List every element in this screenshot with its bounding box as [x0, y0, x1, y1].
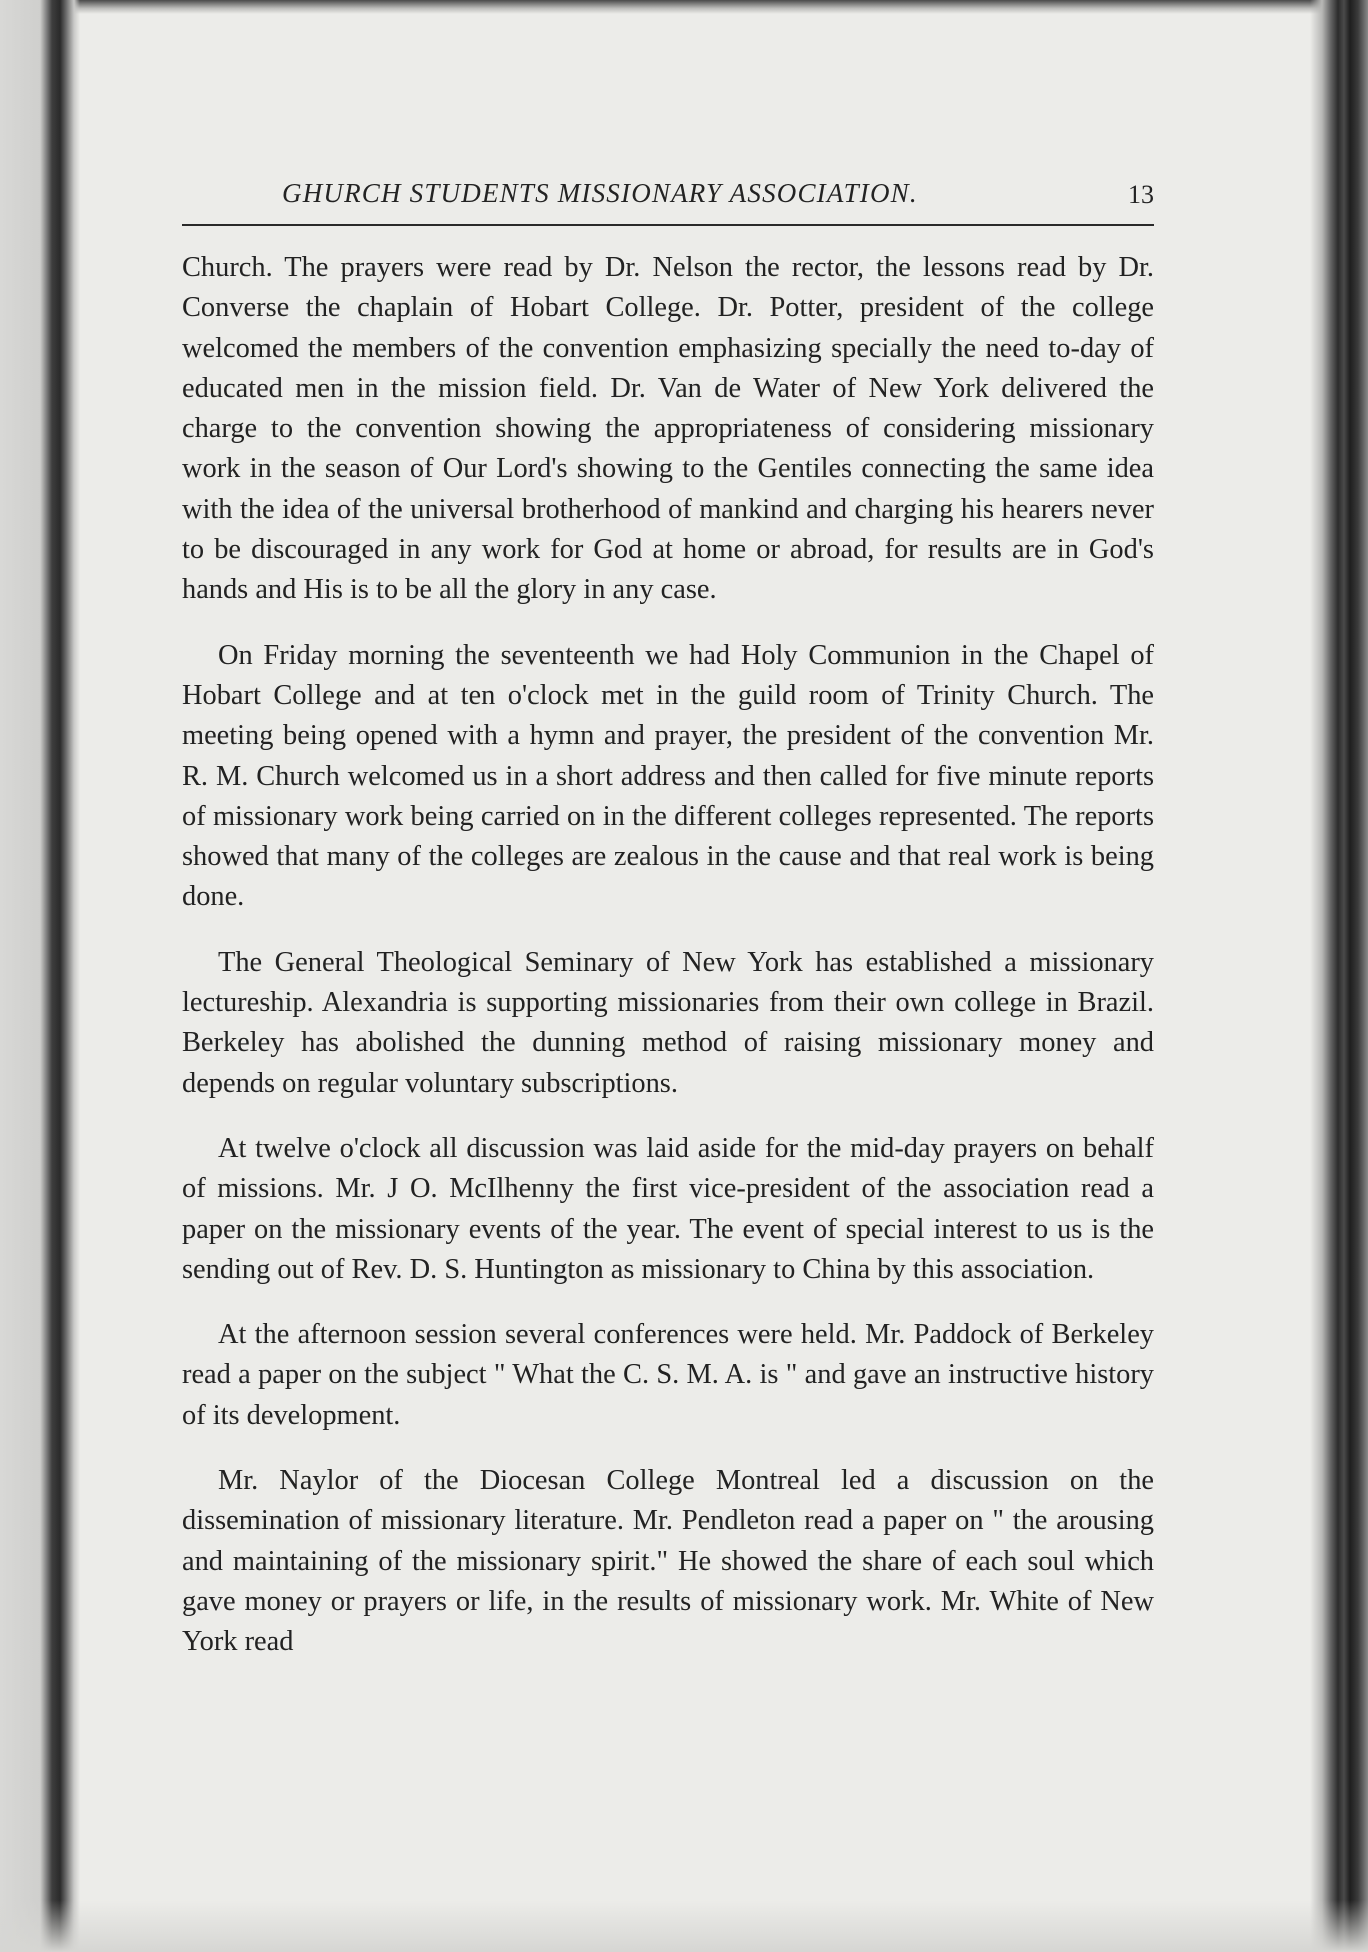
paragraph-6: Mr. Naylor of the Diocesan College Montreal led a discussion on the dissemination of missionary literature. Mr. Pendleton read a paper on " the arousing and maintaining of the missionary spirit." He showed the share of each soul which gave money or prayers or life, in the results of missionary work. Mr. White of New York read	[182, 1465, 1154, 1658]
paragraph-3: The General Theological Seminary of New York has established a missionary lectureship. Alexandria is supporting missionaries from their own college in Brazil. Berkeley has abolished the dunning method of raising missionary money and depends on regular voluntary subscriptions.	[182, 946, 1154, 1099]
right-page-edge	[1310, 0, 1368, 1952]
running-head	[182, 178, 1154, 226]
paragraph-1: Church. The prayers were read by Dr. Nelson the rector, the lessons read by Dr. Converse the chaplain of Hobart College. Dr. Potter, president of the college welcomed the members of the convention emphasizing specially the need to-day of educated men in the mission field. Dr. Van de Water of New York delivered the charge to the convention showing the appropriateness of considering missionary work in the season of Our Lord's showing to the Gentiles connecting the same idea with the idea of the universal brotherhood of mankind and charging his hearers never to be discouraged in any work for God at home or abroad, for results are in God's hands and His is to be all the glory in any case.	[182, 252, 1154, 606]
book-page	[182, 178, 1154, 1688]
left-binding-edge	[0, 0, 80, 1952]
paragraph-4: At twelve o'clock all discussion was laid aside for the mid-day prayers on behalf of missions. Mr. J O. McIlhenny the first vice-president of the association read a paper on the missionary events of the year. The event of special interest to us is the sending out of Rev. D. S. Huntington as missionary to China by this association.	[182, 1132, 1154, 1285]
page-number: 13	[1128, 180, 1154, 209]
top-scan-shadow	[0, 0, 1368, 14]
running-title: GHURCH STUDENTS MISSIONARY ASSOCIATION.	[282, 178, 918, 208]
bottom-scan-shade	[0, 1900, 1368, 1952]
paragraph-5: At the afternoon session several conferences were held. Mr. Paddock of Berkeley read a paper on the subject " What the C. S. M. A. is " and gave an instructive history of its development.	[182, 1319, 1154, 1431]
body-text	[182, 248, 1154, 1663]
paragraph-2: On Friday morning the seventeenth we had Holy Communion in the Chapel of Hobart College and at ten o'clock met in the guild room of Trinity Church. The meeting being opened with a hymn and prayer, the president of the convention Mr. R. M. Church welcomed us in a short address and then called for five minute reports of missionary work being carried on in the different colleges represented. The reports showed that many of the colleges are zealous in the cause and that real work is being done.	[182, 639, 1154, 913]
